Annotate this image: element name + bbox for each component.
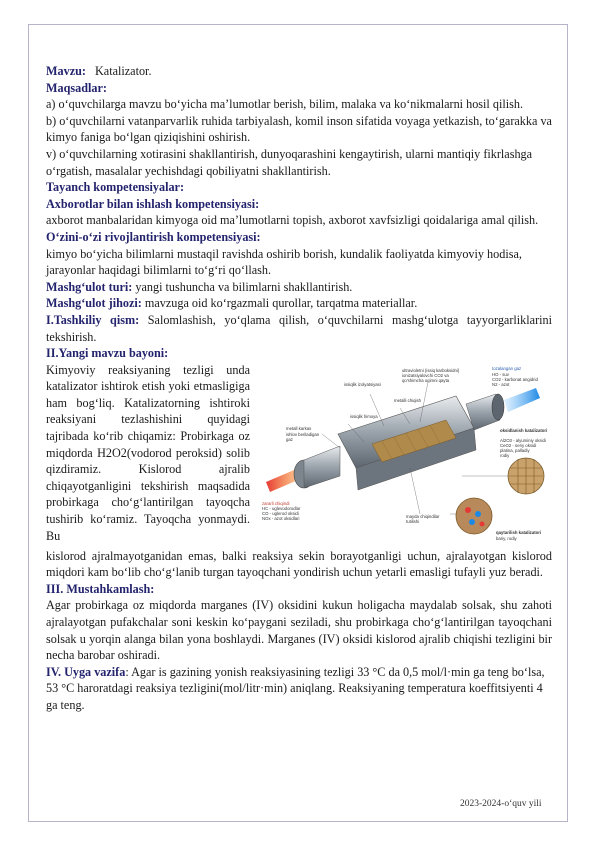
label-heat-insulation: issiqlik izolyatsiyasi <box>344 381 381 387</box>
label-platinum-palladium: platina, palladiy <box>500 447 530 453</box>
label-heat-shield: issiqlik himoya <box>350 413 378 419</box>
reinforce-text: Agar probirkaga oz miqdorda marganes (IV) oksidini kukun holigacha maydalab solsak, shu zahoti ajralayotgan pufakchalar soni keskin ko‘paygani seziladi, shu probirkaga cho‘g‘lantirilgan tayoqchani solsak u yorqin alanga bilan yona boshlaydi. Marganes (IV) oksidi kislorod ajralib chiqishi tezligini bir necha barobar oshiradi. <box>46 598 552 663</box>
label-metal-outlet: metalli chiqish <box>394 397 421 403</box>
label-water: HO - suv <box>492 371 509 377</box>
info-competency-text: axborot manbalaridan kimyoga oid ma’lumotlarni topish, axborot xavfsizligi qoidalariga amal qilish. <box>46 213 539 228</box>
lesson-plan <box>46 63 552 714</box>
label-rhodium: rodiy <box>500 452 510 458</box>
label-barium-rhodium: bariy, rodiy <box>496 535 517 541</box>
label-harmful-emission: zararli chiqindi <box>262 500 290 506</box>
label-hydrocarbons: HC - uglevodorodlar <box>262 505 301 511</box>
homework-label: IV. Uyga vazifa <box>46 664 126 679</box>
lesson-type-label: Mashg‘ulot turi: <box>46 279 133 294</box>
homework-text: : Agar is gazining yonish reaksiyasining tezligi 33 °C da 0,5 mol/l·min ga teng bo‘lsa, 53 °C haroratdagi reaksiya tezligini(mol/litr·min) aniqlang. Reaksiyaning temperatura koeffitsiyenti 4 ga teng. <box>46 664 545 713</box>
catalytic-converter-figure <box>260 364 552 548</box>
aim-a: a) o‘quvchilarga mavzu bo‘yicha ma’lumotlar berish, bilim, malaka va ko‘nikmalarni hosil qilish. <box>46 97 523 112</box>
label-particulates: mayda chiqindilar tutilishi <box>406 513 440 524</box>
label-co2-flow: ultravioletni (issiq karboksidni) ionizatsiyalovchi CO2 va qo'shimcha oqimni qayta <box>402 367 460 383</box>
label-oxidation-catalyst: oksidlanish katalizatori <box>500 427 548 433</box>
outflow-arrow <box>504 388 540 412</box>
self-competency-heading: O‘zini-o‘zi rivojlantirish kompetensiyasi: <box>46 229 261 244</box>
label-nitrogen-oxides: NOx - azot oksidlari <box>262 515 300 521</box>
homework-line <box>46 664 552 714</box>
topic-line <box>46 63 552 80</box>
label-reduction-catalyst: qaytarilish katalizatori <box>496 529 542 535</box>
label-nitrogen: N2 - azot <box>492 381 510 387</box>
text-figure-row <box>46 362 552 548</box>
label-carbon-monoxide: CO - uglerod oksidi <box>262 510 299 516</box>
equipment-label: Mashg‘ulot jihozi: <box>46 296 142 311</box>
topic-label: Mavzu: <box>46 64 86 78</box>
info-competency-heading: Axborotlar bilan ishlash kompetensiyasi: <box>46 196 260 211</box>
new-topic-heading: II.Yangi mavzu bayoni: <box>46 346 169 361</box>
reinforce-heading: III. Mustahkamlash: <box>46 581 155 596</box>
footer-year: 2023-2024-o‘quv yili <box>460 799 542 809</box>
equipment-line <box>46 295 552 312</box>
topic-value: Katalizator. <box>94 64 152 78</box>
aim-b: b) o‘quvchilarni vatanparvarlik ruhida tarbiyalash, komil inson sifatida voyaga yetkazish, to‘garakka va kimyo faniga bo‘lgan qiziqishini oshirish. <box>46 113 552 145</box>
aim-v: v) o‘quvchilarning xotirasini shakllantirish, dunyoqarashini kengaytirish, ularni mantiqiy fikrlashga o‘rgatish, masalalar yechishdagi qobiliyatni shakllantirish. <box>46 146 533 178</box>
self-competency-text: kimyo bo‘yicha bilimlarni mustaqil ravishda oshirib borish, kundalik faoliyatda kimyoviy hodisa, jarayonlar haqidagi bilimlarni to‘g‘ri qo‘llash. <box>46 246 522 278</box>
new-topic-rest-text: kislorod ajralmayotganidan emas, balki reaksiya sekin borayotganligi uchun, ajralayotgan kislorod miqdori kam bo‘lib cho‘g‘lanib turgan tayoqchani yondirish uchun yetarli emasligi tufayli yuz beradi. <box>46 548 552 580</box>
label-carbon-dioxide: CO2 - karbonat angidrid <box>492 376 538 382</box>
equipment-value: mavzuga oid ko‘rgazmali qurollar, tarqatma materiallar. <box>141 296 418 311</box>
label-alumina: Al2O3 - alyuminiy oksidi <box>500 437 546 443</box>
label-metal-frame: metall karkas <box>286 425 312 431</box>
lesson-type-line <box>46 279 552 296</box>
label-ceria: CeO2 - seriy oksidi <box>500 442 537 448</box>
aims-heading: Maqsadlar: <box>46 80 107 95</box>
lesson-type-value: yangi tushuncha va bilimlarni shakllantirish. <box>132 279 353 294</box>
label-cleaned-gas: tozalangan gaz <box>492 365 522 371</box>
org-value: Salomlashish, yo‘qlama qilish, o‘quvchilarni mashg‘ulotga tayyorgarliklarini tekshirish. <box>46 312 552 344</box>
label-processed-gas: ishlov beriladigan gaz <box>286 431 320 442</box>
new-topic-wrapped-text: Kimyoviy reaksiyaning tezligi unda katalizator ishtirok etish yoki etmasligiga ham bog‘liq. Katalizatorning ishtiroki reaksiyani tezlashishini quyidagi tajribada ko‘rib chiqamiz: Probirkaga oz miqdorda H2O2(vodorod peroksid) solib qizdiramiz. Kislorod ajralib chiqayotganligini tekshirish maqsadida probirkaga cho‘g‘lantirilgan tayoqcha tushirib ko‘ramiz. Tayoqcha yonmaydi. Bu <box>46 362 250 543</box>
catalyst-closeup <box>456 498 492 534</box>
org-line <box>46 312 552 345</box>
org-label: I.Tashkiliy qism: <box>46 312 140 327</box>
competencies-heading: Tayanch kompetensiyalar: <box>46 180 185 195</box>
